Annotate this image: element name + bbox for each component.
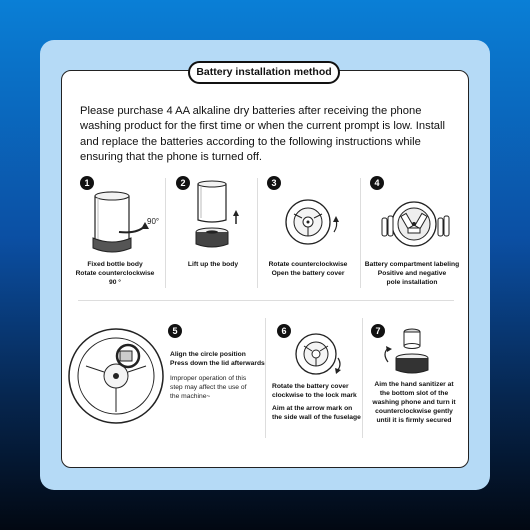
step-6-lock-illustration <box>286 332 356 382</box>
caption-line: Open the battery cover <box>271 270 345 277</box>
step-3-caption <box>260 260 356 278</box>
row-divider <box>78 300 454 301</box>
step-7-badge: 7 <box>371 324 385 338</box>
caption-line: Rotate the battery cover <box>272 383 349 390</box>
step-3-badge: 3 <box>267 176 281 190</box>
caption-line: Fixed bottle body <box>87 261 143 268</box>
caption-line: the side wall of the fuselage <box>272 414 361 421</box>
step-2-caption <box>170 260 256 269</box>
caption-line: Aim at the arrow mark on <box>272 405 353 412</box>
caption-line: pole installation <box>386 279 438 286</box>
step-7-caption <box>366 380 462 425</box>
caption-line: Press down the lid afterwards <box>170 360 265 367</box>
page-title: Battery installation method <box>188 61 340 84</box>
rotation-angle-label: 90° <box>147 217 160 226</box>
step-5-warning-note <box>170 374 268 401</box>
step-1-bottle-illustration <box>85 188 165 258</box>
step-6-badge: 6 <box>277 324 291 338</box>
step-5-align-illustration <box>66 326 166 426</box>
step-4-badge: 4 <box>370 176 384 190</box>
note-line: Improper operation of this <box>170 375 247 382</box>
step-3-cover-illustration <box>276 192 356 252</box>
caption-line: Positive and negative <box>377 270 447 277</box>
caption-line: the bottom slot of the <box>379 390 449 397</box>
step-1-caption <box>72 260 158 287</box>
step-2-lift-illustration <box>192 180 252 260</box>
step-6-caption <box>272 382 364 400</box>
intro-paragraph: Please purchase 4 AA alkaline dry batteries after receiving the phone washing product for the first time or when the current prompt is low. Install and replace the batteries according to the following instructions while ensuring that the phone is turned off. <box>80 105 445 164</box>
note-line: step may affect the use of <box>170 384 247 391</box>
step-6-caption-2 <box>272 404 364 422</box>
caption-line: Battery compartment labeling <box>364 261 460 268</box>
caption-line: Lift up the body <box>187 261 239 268</box>
caption-line: Rotate counterclockwise 90 ° <box>75 270 155 286</box>
caption-line: Aim the hand sanitizer at <box>374 381 454 388</box>
step-7-sanitizer-illustration <box>384 322 454 382</box>
column-divider <box>165 178 166 288</box>
step-1-badge: 1 <box>80 176 94 190</box>
step-5-caption <box>170 350 268 368</box>
caption-line: Rotate counterclockwise <box>268 261 348 268</box>
column-divider <box>257 178 258 288</box>
caption-line: counterclockwise gently <box>375 408 453 415</box>
caption-line: clockwise to the lock mark <box>272 392 357 399</box>
column-divider <box>360 178 361 288</box>
caption-line: Align the circle position <box>170 351 246 358</box>
step-5-badge: 5 <box>168 324 182 338</box>
step-4-battery-illustration <box>376 194 456 254</box>
step-4-caption <box>362 260 462 287</box>
note-line: the machine~ <box>170 393 211 400</box>
caption-line: washing phone and turn it <box>372 399 456 406</box>
step-2-badge: 2 <box>176 176 190 190</box>
caption-line: until it is firmly secured <box>376 417 452 424</box>
